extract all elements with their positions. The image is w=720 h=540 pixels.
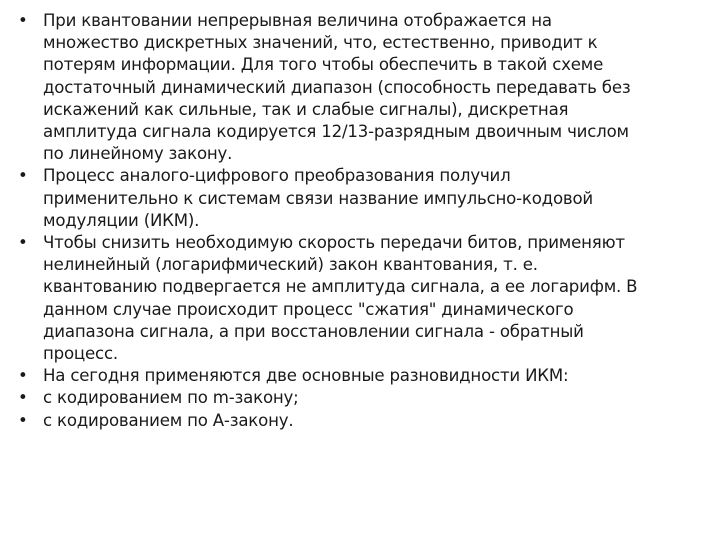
bullet-item-1 [18, 10, 708, 165]
bullet-2-line-1: Процесс аналого-цифрового преобразования получил [43, 166, 511, 186]
bullet-1-line-2: множество дискретных значений, что, естественно, приводит к [43, 33, 598, 53]
bullet-item-2 [18, 165, 708, 232]
bullet-3-line-4: данном случае происходит процесс "сжатия" динамического [43, 299, 574, 319]
bullet-3-line-1: Чтобы снизить необходимую скорость передачи битов, применяют [43, 233, 625, 253]
bullet-dot-icon: • [18, 366, 28, 386]
bullet-2-line-3: модуляции (ИКМ). [43, 210, 200, 230]
bullet-dot-icon: • [18, 388, 28, 408]
bullet-item-5 [18, 387, 708, 409]
bullet-1-line-3: потерям информации. Для того чтобы обеспечить в такой схеме [43, 55, 604, 75]
bullet-item-3 [18, 232, 708, 365]
bullet-dot-icon: • [18, 166, 28, 186]
bullet-1-line-6: амплитуда сигнала кодируется 12/13-разрядным двоичным числом [43, 122, 629, 142]
bullet-2-line-2: применительно к системам связи название импульсно-кодовой [43, 188, 594, 208]
bullet-3-line-2: нелинейный (логарифмический) закон квантования, т. е. [43, 255, 538, 275]
bullet-1-line-1: При квантовании непрерывная величина отображается на [43, 11, 552, 30]
bullet-1-line-7: по линейному закону. [43, 144, 233, 164]
bullet-dot-icon: • [18, 410, 28, 430]
bullet-6-line-1: с кодированием по А-закону. [43, 410, 294, 430]
bullet-3-line-3: квантованию подвергается не амплитуда сигнала, а ее логарифм. В [43, 277, 638, 297]
bullet-3-line-6: процесс. [43, 344, 118, 364]
bullet-dot-icon: • [18, 11, 28, 30]
bullet-item-4 [18, 365, 708, 387]
bullet-1-line-4: достаточный динамический диапазон (способность передавать без [43, 77, 631, 97]
bullet-item-6 [18, 410, 708, 432]
bullet-3-line-5: диапазона сигнала, а при восстановлении сигнала - обратный [43, 321, 584, 341]
bullet-dot-icon: • [18, 233, 28, 253]
bullet-1-line-5: искажений как сильные, так и слабые сигналы), дискретная [43, 99, 569, 119]
bullet-4-line-1: На сегодня применяются две основные разновидности ИКМ: [43, 366, 569, 386]
bullet-5-line-1: с кодированием по m-закону; [43, 388, 299, 408]
bullet-list [18, 10, 708, 432]
